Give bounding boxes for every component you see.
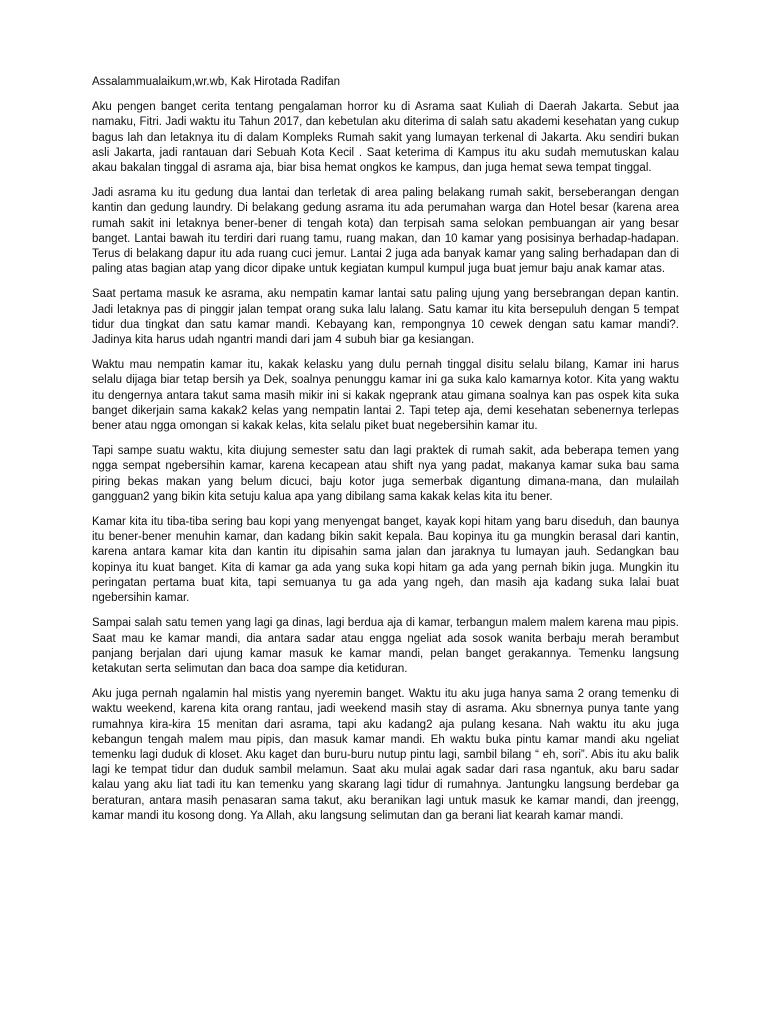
document-page: [92, 75, 679, 834]
paragraph-5: Tapi sampe suatu waktu, kita diujung semester satu dan lagi praktek di rumah sakit, ada beberapa temen yang ngga sempat ngebersihin kamar, karena kecapean atau shift nya yang padat, makanya kamar suka bau sama piring bekas makan yang belum dicuci, baju kotor juga semerbak digantung dimana-mana, dan mulailah gangguan2 yang bikin kita setuju kalua apa yang dibilang sama kakak kelas kita itu bener.: [92, 445, 679, 503]
paragraph-3: Saat pertama masuk ke asrama, aku nempatin kamar lantai satu paling ujung yang bersebrangan depan kantin. Jadi letaknya pas di pinggir jalan tempat orang suka lalu lalang. Satu kamar itu kita bersepuluh dengan 5 tempat tidur dua tingkat dan satu kamar mandi. Kebayang kan, rempongnya 10 cewek dengan satu kamar mandi?. Jadinya kita harus udah ngantri mandi dari jam 4 subuh biar ga kesiangan.: [92, 288, 679, 347]
paragraph-6: Kamar kita itu tiba-tiba sering bau kopi yang menyengat banget, kayak kopi hitam yang baru diseduh, dan baunya itu bener-bener menuhin kamar, dan kadang bikin sakit kepala. Bau kopinya itu ga mungkin berasal dari kantin, karena antara kamar kita dan kantin itu dipisahin sama jalan dan jaraknya tu lumayan jauh. Sedangkan bau kopinya itu kuat banget. Kita di kamar ga ada yang suka kopi hitam ga ada yang pernah bikin juga. Mungkin itu peringatan pertama buat kita, tapi semuanya tu ga ada yang ngeh, dan masih aja kadang suka lalai buat ngebersihin kamar.: [92, 516, 679, 605]
paragraph-8: Aku juga pernah ngalamin hal mistis yang nyeremin banget. Waktu itu aku juga hanya sama 2 orang temenku di waktu weekend, karena kita orang rantau, jadi weekend masih stay di asrama. Aku sbnernya punya tante yang rumahnya kira-kira 15 menitan dari asrama, tapi aku kadang2 aja pulang kesana. Nah waktu itu aku juga kebangun tengah malem mau pipis, dan masuk kamar mandi. Eh waktu buka pintu kamar mandi aku ngeliat temenku lagi duduk di kloset. Aku kaget dan buru-buru nutup pintu lagi, sambil bilang “ eh, sori”. Abis itu aku balik lagi ke tempat tidur dan duduk sambil melamun. Saat aku mulai agak sadar dari rasa ngantuk, aku baru sadar kalau yang aku liat tadi itu kan temenku yang skarang lagi tidur di rumahnya. Jantungku langsung berdebar ga beraturan, antara masih penasaran sama takut, aku beranikan lagi untuk masuk ke kamar mandi, dan jreengg, kamar mandi itu kosong dong. Ya Allah, aku langsung selimutan dan ga berani liat kearah kamar mandi.: [92, 688, 679, 822]
paragraph-1: Aku pengen banget cerita tentang pengalaman horror ku di Asrama saat Kuliah di Daerah Jakarta. Sebut jaa namaku, Fitri. Jadi waktu itu Tahun 2017, dan kebetulan aku diterima di salah satu akademi kesehatan yang cukup bagus lah dan letaknya itu di dalam Kompleks Rumah sakit yang lumayan terkenal di Jakarta. Aku sendiri bukan asli Jakarta, jadi rantauan dari Sebuah Kota Kecil . Saat keterima di Kampus itu aku sudah memutuskan kalau akau bakalan tinggal di asrama aja, biar bisa hemat ongkos ke kampus, dan juga hemat sewa tempat tinggal.: [92, 101, 679, 175]
salutation-line: Assalammualaikum,wr.wb, Kak Hirotada Radifan: [92, 76, 340, 88]
paragraph-2: Jadi asrama ku itu gedung dua lantai dan terletak di area paling belakang rumah sakit, berseberangan dengan kantin dan gedung laundry. Di belakang gedung asrama itu ada perumahan warga dan Hotel besar (karena area rumah sakit ini letaknya bener-bener di tengah kota) dan terpisah sama selokan pembuangan air yang besar banget. Lantai bawah itu terdiri dari ruang tamu, ruang makan, dan 10 kamar yang posisinya berhadap-hadapan. Terus di belakang dapur itu ada ruang cuci jemur. Lantai 2 juga ada banyak kamar yang saling berhadapan dan di paling atas bagian atap yang dicor dipake untuk kegiatan kumpul kumpul juga buat jemur baju anak kamar atas.: [92, 187, 679, 276]
paragraph-4: Waktu mau nempatin kamar itu, kakak kelasku yang dulu pernah tinggal disitu selalu bilang, Kamar ini harus selalu dijaga biar tetap bersih ya Dek, soalnya penunggu kamar ini ga suka kalo kamarnya kotor. Kita yang waktu itu dengernya antara takut sama masih mikir ini si kakak ngeprank atau gimana soalnya kan pas ospek kita suka banget dikerjain sama kakak2 kelas yang nempatin lantai 2. Tapi tetep aja, demi kesehatan sebenernya terlepas bener atau ngga omongan si kakak kelas, kita selalu piket buat negebersihin kamar itu.: [92, 359, 679, 433]
paragraph-7: Sampai salah satu temen yang lagi ga dinas, lagi berdua aja di kamar, terbangun malem malem karena mau pipis. Saat mau ke kamar mandi, dia antara sadar atau engga ngeliat ada sosok wanita berbaju merah berambut panjang berjalan dari ujung kamar masuk ke kamar mandi, pelan banget gerakannya. Temenku langsung ketakutan serta selimutan dan baca doa sampe dia ketiduran.: [92, 617, 679, 675]
